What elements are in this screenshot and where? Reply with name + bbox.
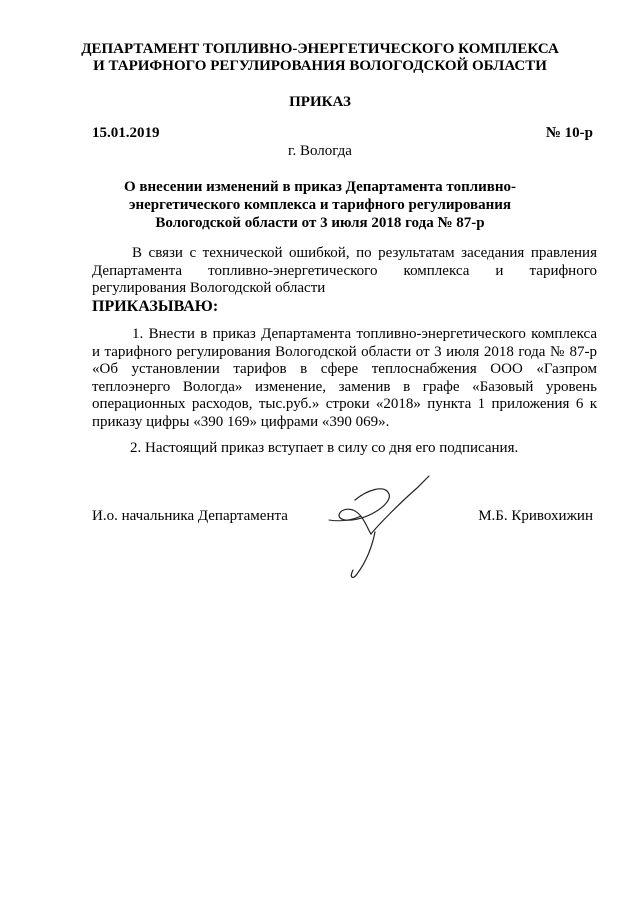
- signatory-position: И.о. начальника Департамента: [92, 508, 288, 524]
- preamble-text: В связи с технической ошибкой, по результатам заседания правления Департамента топливно-энергетического комплекса и тарифного регулирования Вологодской области: [92, 245, 597, 296]
- header-line-1: ДЕПАРТАМЕНТ ТОПЛИВНО-ЭНЕРГЕТИЧЕСКОГО КОМПЛЕКСА: [81, 41, 559, 57]
- item-1-paragraph: [92, 326, 597, 431]
- handwritten-signature: [305, 462, 455, 592]
- signatory-name: М.Б. Кривохижин: [478, 508, 593, 524]
- document-type: ПРИКАЗ: [289, 94, 351, 110]
- orders-word: ПРИКАЗЫВАЮ:: [92, 298, 219, 315]
- order-number: № 10-р: [545, 125, 593, 141]
- city: г. Вологда: [288, 143, 352, 159]
- preamble-paragraph: [92, 245, 597, 298]
- header-line-2: И ТАРИФНОГО РЕГУЛИРОВАНИЯ ВОЛОГОДСКОЙ ОБЛАСТИ: [93, 58, 547, 74]
- item-1-text: 1. Внести в приказ Департамента топливно-энергетического комплекса и тарифного регулирования Вологодской области от 3 июля 2018 года № 87-р «Об установлении тарифов в сфере теплоснабжения ООО «Газпром теплоэнерго Вологда» изменение, заменив в графе «Базовый уровень операционных расходов, тыс.руб.» строки «2018» пункта 1 приложения 6 к приказу цифры «390 169» цифрами «390 069».: [92, 326, 597, 430]
- order-subject: О внесении изменений в приказ Департамента топливно-энергетического комплекса и тарифного регулирования Вологодской области от 3 июля 2018 года № 87-р: [123, 179, 517, 231]
- item-2-text: 2. Настоящий приказ вступает в силу со дня его подписания.: [130, 440, 519, 456]
- order-date: 15.01.2019: [92, 125, 160, 141]
